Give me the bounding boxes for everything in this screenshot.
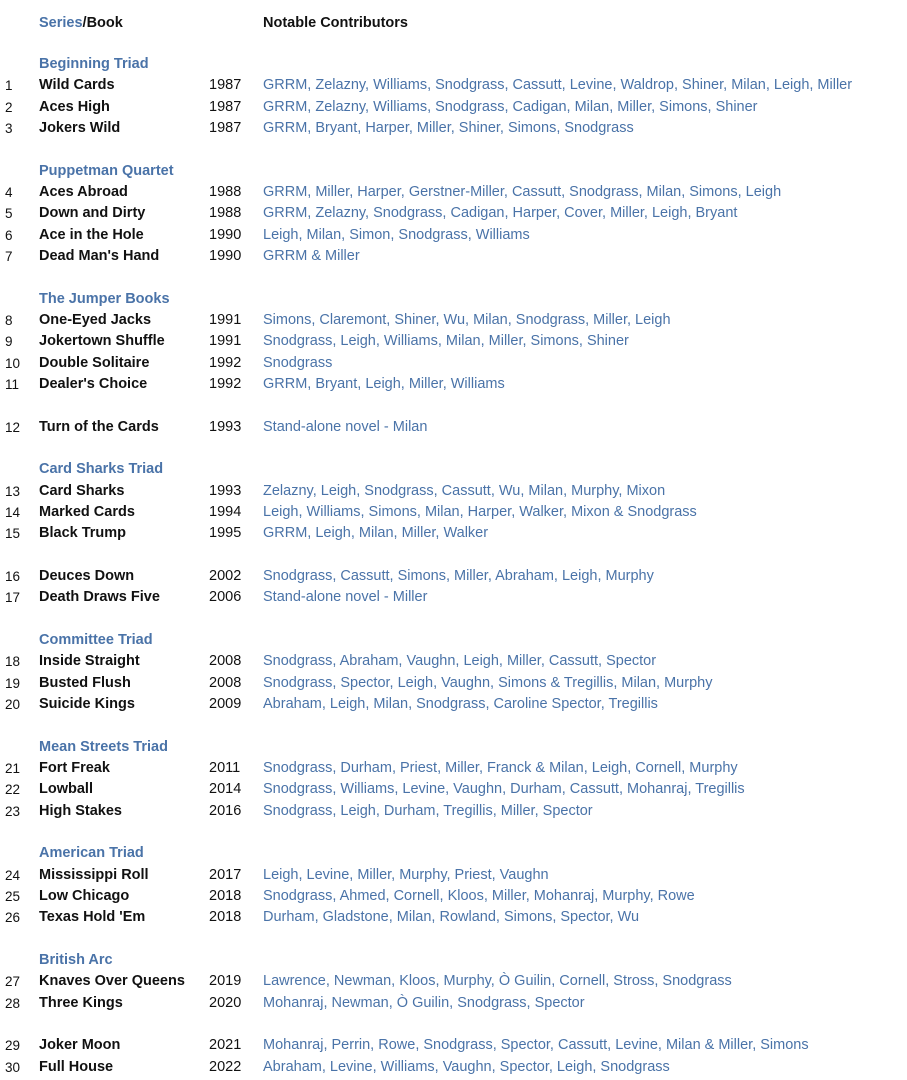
book-year: 2009 <box>209 695 242 712</box>
book-number: 15 <box>5 526 21 542</box>
book-year: 2008 <box>209 674 242 691</box>
book-number: 1 <box>5 78 13 94</box>
series-heading: Committee Triad <box>39 631 153 648</box>
book-year: 2002 <box>209 567 242 584</box>
book-number: 7 <box>5 248 13 264</box>
book-title: High Stakes <box>39 802 122 819</box>
book-contributors: Snodgrass, Leigh, Durham, Tregillis, Miller, Spector <box>263 802 593 819</box>
book-year: 2020 <box>209 994 242 1011</box>
book-contributors: GRRM, Miller, Harper, Gerstner-Miller, Cassutt, Snodgrass, Milan, Simons, Leigh <box>263 183 782 200</box>
book-number: 27 <box>5 974 21 990</box>
book-title: Ace in the Hole <box>39 226 144 243</box>
book-year: 1990 <box>209 247 242 264</box>
book-title: Aces High <box>39 98 110 115</box>
book-title: Dealer's Choice <box>39 375 148 392</box>
book-contributors: Snodgrass, Williams, Levine, Vaughn, Durham, Cassutt, Mohanraj, Tregillis <box>263 781 745 798</box>
book-title: Lowball <box>39 781 93 798</box>
book-year: 2021 <box>209 1037 242 1054</box>
book-year: 1987 <box>209 98 242 115</box>
book-number: 3 <box>5 120 13 136</box>
book-number: 17 <box>5 590 21 606</box>
book-year: 1995 <box>209 525 242 542</box>
book-year: 2018 <box>209 887 242 904</box>
book-row <box>0 353 907 374</box>
book-row <box>0 673 907 694</box>
book-number: 28 <box>5 995 21 1011</box>
book-title: Three Kings <box>39 994 123 1011</box>
book-row <box>0 246 907 267</box>
book-title: Low Chicago <box>39 887 130 904</box>
book-contributors: Lawrence, Newman, Kloos, Murphy, Ò Guilin, Cornell, Stross, Snodgrass <box>263 973 732 990</box>
book-row <box>0 203 907 224</box>
book-number: 11 <box>5 376 20 392</box>
book-year: 2014 <box>209 781 242 798</box>
book-title: Inside Straight <box>39 653 140 670</box>
book-row <box>0 182 907 203</box>
book-row <box>0 865 907 886</box>
book-row <box>0 758 907 779</box>
book-header-label: /Book <box>82 15 123 31</box>
book-year: 2018 <box>209 909 242 926</box>
book-title: Suicide Kings <box>39 695 135 712</box>
book-row <box>0 971 907 992</box>
book-number: 30 <box>5 1059 21 1075</box>
book-row <box>0 331 907 352</box>
book-title: Wild Cards <box>39 77 115 94</box>
book-contributors: Mohanraj, Newman, Ò Guilin, Snodgrass, Spector <box>263 994 585 1011</box>
book-contributors: Snodgrass, Abraham, Vaughn, Leigh, Miller, Cassutt, Spector <box>263 653 657 670</box>
series-heading: British Arc <box>39 951 113 968</box>
book-row <box>0 779 907 800</box>
book-number: 4 <box>5 184 13 200</box>
book-year: 2017 <box>209 866 242 883</box>
book-title: Turn of the Cards <box>39 418 159 435</box>
book-contributors: Snodgrass, Ahmed, Cornell, Kloos, Miller, Mohanraj, Murphy, Rowe <box>263 887 695 904</box>
book-row <box>0 651 907 672</box>
series-heading: Card Sharks Triad <box>39 461 164 478</box>
book-number: 2 <box>5 99 13 115</box>
book-contributors: Leigh, Milan, Simon, Snodgrass, Williams <box>263 226 530 243</box>
book-row <box>0 417 907 438</box>
book-number: 8 <box>5 312 13 328</box>
book-year: 1990 <box>209 226 242 243</box>
book-year: 1988 <box>209 183 242 200</box>
book-title: Fort Freak <box>39 759 110 776</box>
book-row <box>0 993 907 1014</box>
book-contributors: GRRM, Zelazny, Williams, Snodgrass, Cassutt, Levine, Waldrop, Shiner, Milan, Leigh, Miller <box>263 77 853 94</box>
book-row <box>0 75 907 96</box>
book-contributors: Durham, Gladstone, Milan, Rowland, Simons, Spector, Wu <box>263 909 640 926</box>
book-contributors: GRRM & Miller <box>263 247 360 264</box>
book-title: Mississippi Roll <box>39 866 149 883</box>
book-number: 16 <box>5 568 21 584</box>
series-heading: Puppetman Quartet <box>39 162 174 179</box>
book-contributors: Stand-alone novel - Milan <box>263 418 428 435</box>
book-year: 2022 <box>209 1058 242 1075</box>
book-title: Jokers Wild <box>39 119 121 136</box>
book-title: One-Eyed Jacks <box>39 311 152 328</box>
book-number: 12 <box>5 419 21 435</box>
book-number: 14 <box>5 504 21 520</box>
book-number: 9 <box>5 334 13 350</box>
book-contributors: Snodgrass, Durham, Priest, Miller, Franck & Milan, Leigh, Cornell, Murphy <box>263 759 738 776</box>
book-number: 21 <box>5 760 21 776</box>
book-year: 2006 <box>209 589 242 606</box>
book-title: Deuces Down <box>39 567 135 584</box>
book-year: 1992 <box>209 375 242 392</box>
book-number: 19 <box>5 675 21 691</box>
book-year: 1992 <box>209 354 242 371</box>
book-row <box>0 310 907 331</box>
book-row <box>0 801 907 822</box>
book-number: 25 <box>5 888 21 904</box>
book-row <box>0 97 907 118</box>
book-title: Dead Man's Hand <box>39 247 160 264</box>
book-row <box>0 886 907 907</box>
book-contributors: GRRM, Zelazny, Williams, Snodgrass, Cadigan, Milan, Miller, Simons, Shiner <box>263 98 758 115</box>
book-year: 2016 <box>209 802 242 819</box>
book-year: 2011 <box>209 759 241 776</box>
book-title: Full House <box>39 1058 114 1075</box>
book-contributors: Snodgrass, Cassutt, Simons, Miller, Abraham, Leigh, Murphy <box>263 567 654 584</box>
book-contributors: Snodgrass, Leigh, Williams, Milan, Miller, Simons, Shiner <box>263 333 629 350</box>
book-contributors: Leigh, Williams, Simons, Milan, Harper, Walker, Mixon & Snodgrass <box>263 503 697 520</box>
book-year: 1991 <box>209 333 242 350</box>
book-number: 20 <box>5 696 21 712</box>
book-number: 13 <box>5 483 21 499</box>
book-row <box>0 1035 907 1056</box>
book-title: Down and Dirty <box>39 205 146 222</box>
book-title: Joker Moon <box>39 1037 121 1054</box>
book-contributors: GRRM, Leigh, Milan, Miller, Walker <box>263 525 489 542</box>
book-title: Marked Cards <box>39 503 135 520</box>
book-contributors: Snodgrass, Spector, Leigh, Vaughn, Simons & Tregillis, Milan, Murphy <box>263 674 713 691</box>
book-row <box>0 225 907 246</box>
book-title: Knaves Over Queens <box>39 973 185 990</box>
book-row <box>0 118 907 139</box>
book-contributors: Abraham, Leigh, Milan, Snodgrass, Caroline Spector, Tregillis <box>263 695 658 712</box>
book-year: 1991 <box>209 311 242 328</box>
book-year: 2019 <box>209 973 242 990</box>
book-contributors: Stand-alone novel - Miller <box>263 589 428 606</box>
book-year: 2008 <box>209 653 242 670</box>
book-row <box>0 566 907 587</box>
book-year: 1993 <box>209 418 242 435</box>
book-title: Jokertown Shuffle <box>39 333 165 350</box>
series-heading: The Jumper Books <box>39 290 170 307</box>
book-title: Aces Abroad <box>39 183 128 200</box>
contributors-header: Notable Contributors <box>263 15 408 31</box>
book-contributors: Leigh, Levine, Miller, Murphy, Priest, Vaughn <box>263 866 549 883</box>
book-number: 5 <box>5 206 13 222</box>
book-row <box>0 694 907 715</box>
book-contributors: Mohanraj, Perrin, Rowe, Snodgrass, Spector, Cassutt, Levine, Milan & Miller, Simons <box>263 1037 809 1054</box>
book-contributors: Snodgrass <box>263 354 333 371</box>
book-title: Double Solitaire <box>39 354 150 371</box>
book-row <box>0 523 907 544</box>
series-book-header <box>39 13 123 33</box>
book-title: Texas Hold 'Em <box>39 909 146 926</box>
book-contributors: Simons, Claremont, Shiner, Wu, Milan, Snodgrass, Miller, Leigh <box>263 311 671 328</box>
book-row <box>0 502 907 523</box>
series-heading: American Triad <box>39 845 144 862</box>
book-number: 18 <box>5 654 21 670</box>
book-title: Card Sharks <box>39 482 125 499</box>
book-row <box>0 1057 907 1078</box>
book-row <box>0 481 907 502</box>
book-year: 1987 <box>209 77 242 94</box>
book-number: 26 <box>5 910 21 926</box>
book-title: Death Draws Five <box>39 589 160 606</box>
book-number: 23 <box>5 803 21 819</box>
book-contributors: Abraham, Levine, Williams, Vaughn, Spector, Leigh, Snodgrass <box>263 1058 670 1075</box>
book-number: 10 <box>5 355 21 371</box>
book-year: 1993 <box>209 482 242 499</box>
series-heading: Beginning Triad <box>39 56 149 72</box>
book-title: Busted Flush <box>39 674 131 691</box>
book-year: 1994 <box>209 503 242 520</box>
book-number: 6 <box>5 227 13 243</box>
book-contributors: GRRM, Zelazny, Snodgrass, Cadigan, Harper, Cover, Miller, Leigh, Bryant <box>263 205 738 222</box>
book-year: 1988 <box>209 205 242 222</box>
book-title: Black Trump <box>39 525 127 542</box>
series-header-label: Series <box>39 15 83 31</box>
book-contributors: Zelazny, Leigh, Snodgrass, Cassutt, Wu, Milan, Murphy, Mixon <box>263 482 666 499</box>
book-number: 22 <box>5 782 21 798</box>
book-row <box>0 907 907 928</box>
book-number: 24 <box>5 867 21 883</box>
book-number: 29 <box>5 1038 21 1054</box>
book-contributors: GRRM, Bryant, Harper, Miller, Shiner, Simons, Snodgrass <box>263 119 634 136</box>
book-contributors: GRRM, Bryant, Leigh, Miller, Williams <box>263 375 505 392</box>
book-row <box>0 587 907 608</box>
series-heading: Mean Streets Triad <box>39 738 168 755</box>
book-year: 1987 <box>209 119 242 136</box>
book-row <box>0 374 907 395</box>
